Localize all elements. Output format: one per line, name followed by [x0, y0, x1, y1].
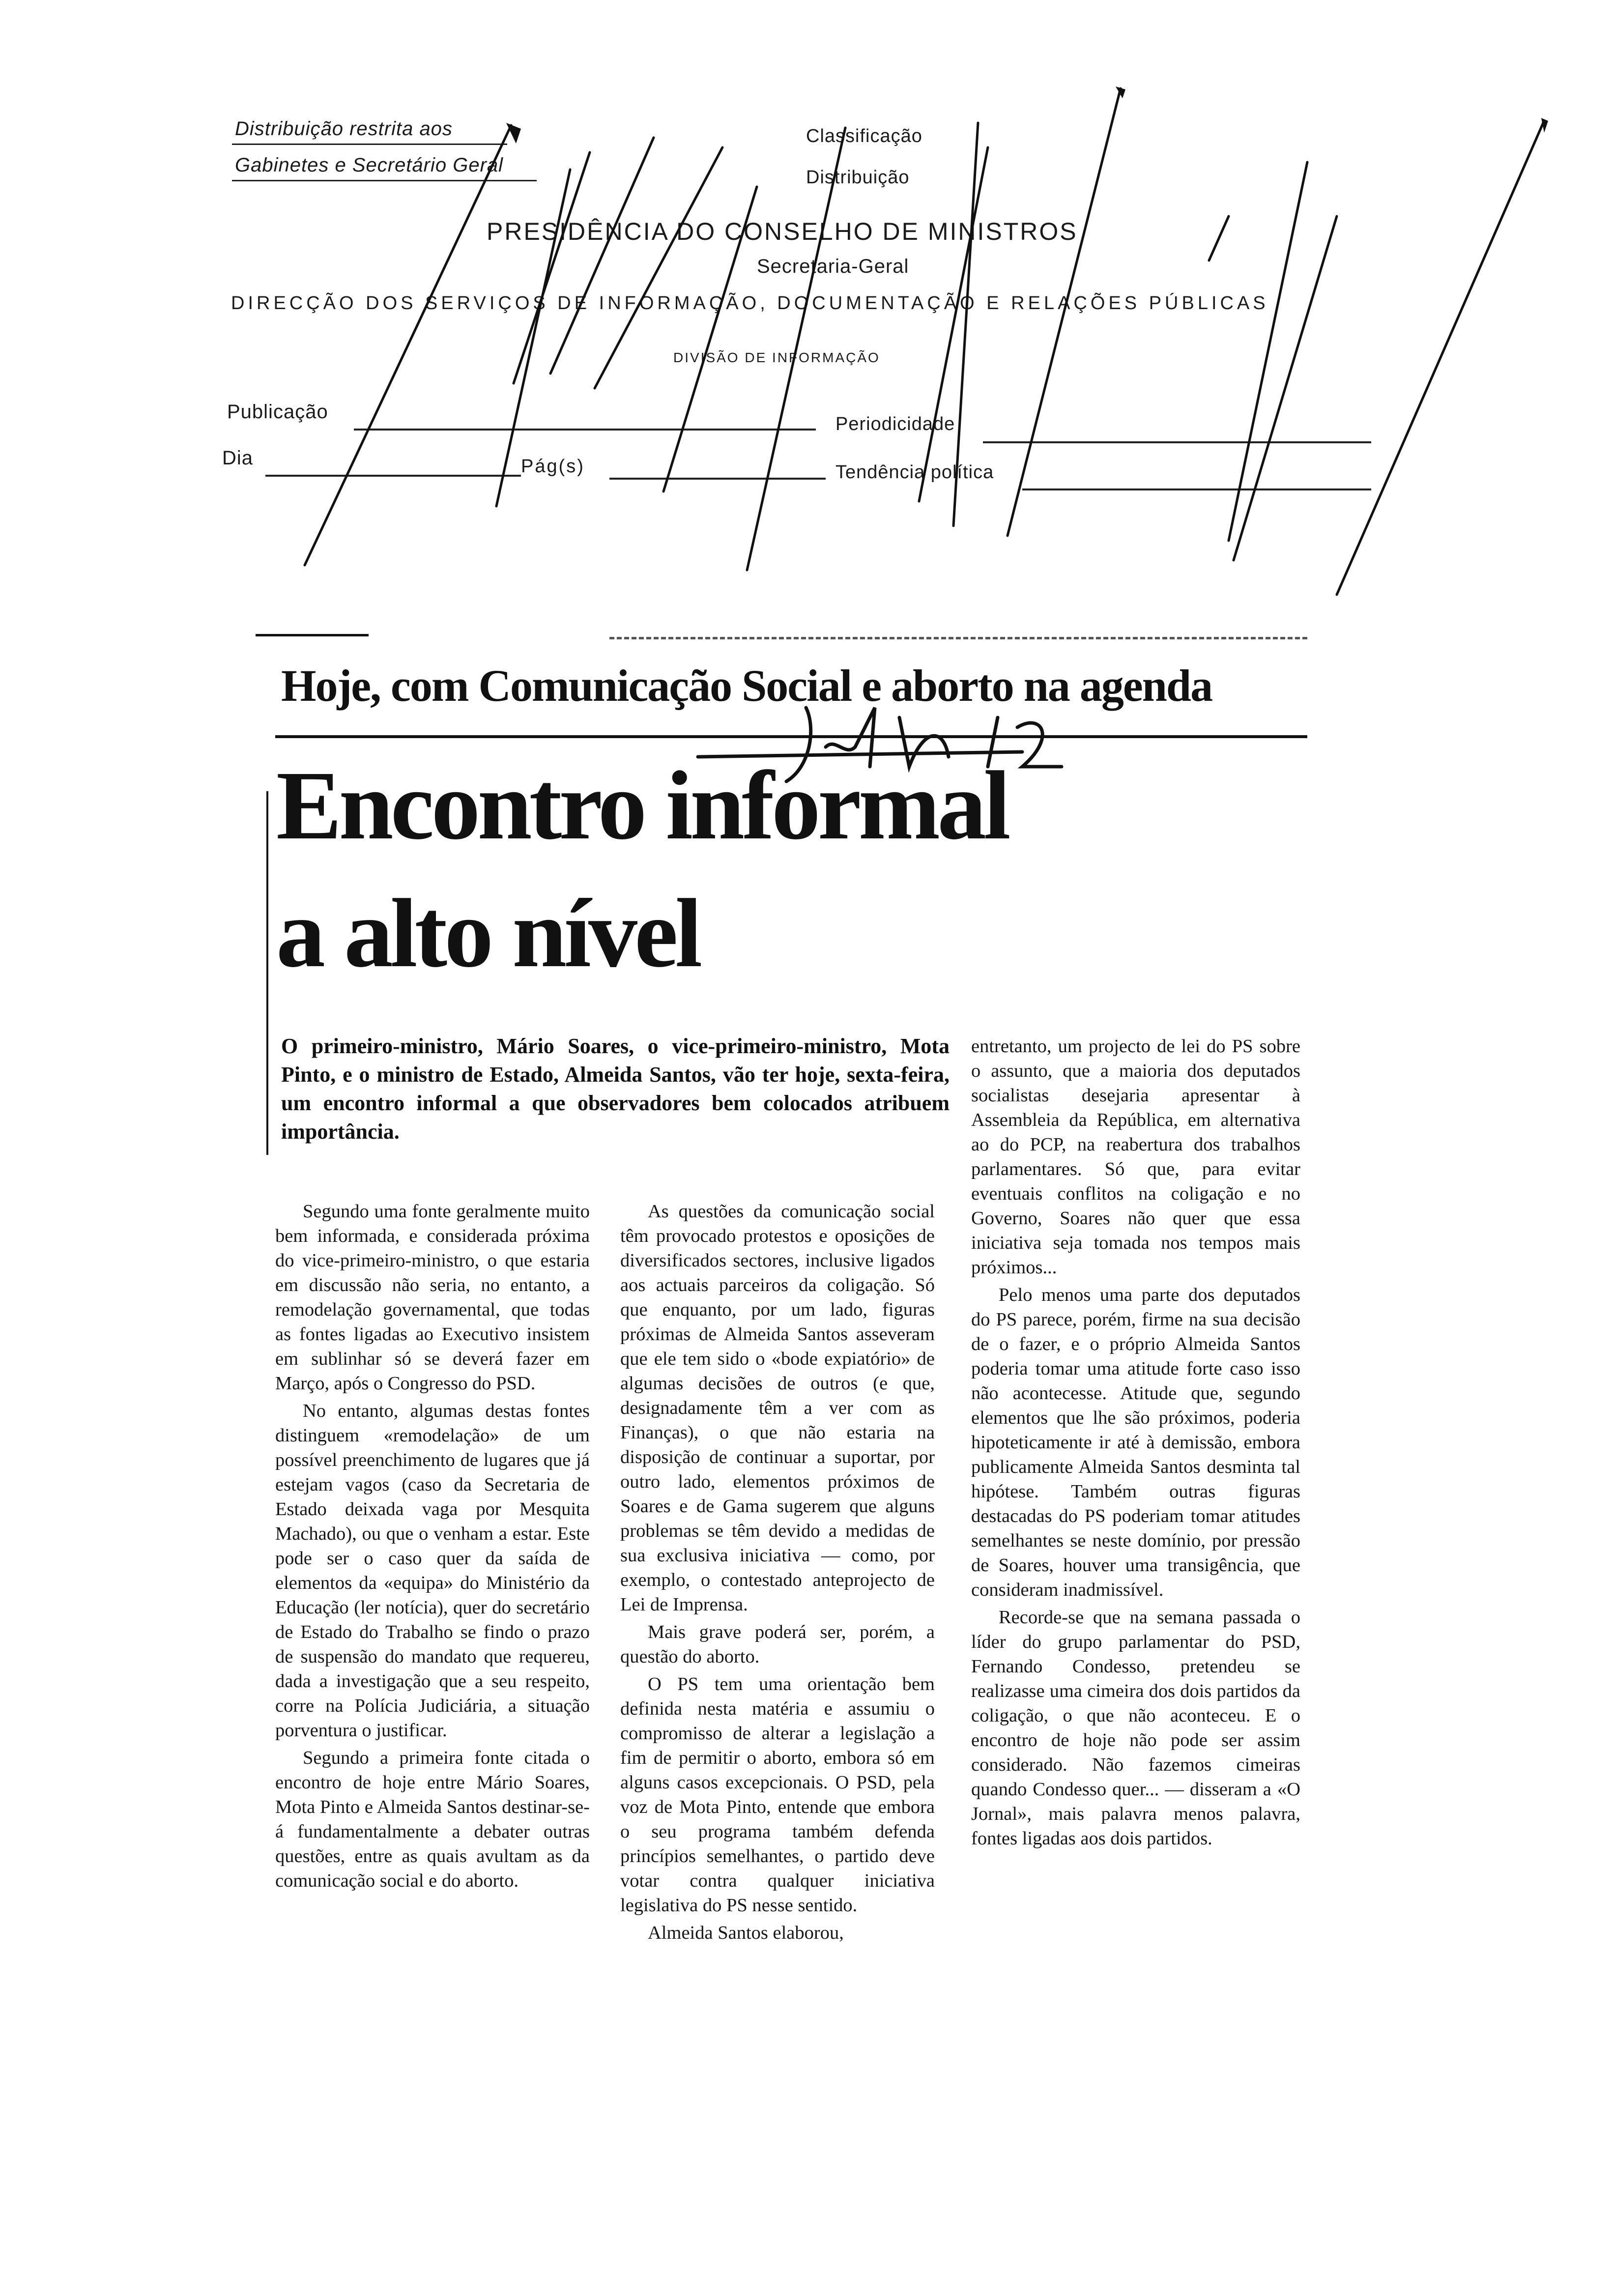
tendency-label: Tendência política	[835, 462, 994, 483]
kicker: Hoje, com Comunicação Social e aborto na agenda	[281, 660, 1212, 711]
pages-label: Pág(s)	[521, 456, 585, 477]
top-rule-dashed	[609, 637, 1307, 639]
restricted-distribution-line1: Distribuição restrita aos	[235, 118, 453, 140]
day-field-line	[265, 475, 521, 477]
pages-field-line	[609, 478, 826, 480]
col2-paragraph-1: As questões da comunicação social têm provocado protestos e oposições de diversificados sectores, inclusive ligados aos actuais parceiros da coligação. Só que enquanto, por um lado, figuras próximas de Almeida Santos asseveram que ele tem sido o «bode expiatório» de algumas decisões de outros (e que, designadamente têm a ver com as Finanças), o que não estaria na disposição de continuar a suportar, por outro lado, elementos próximos de Soares e de Gama sugerem que alguns problemas se têm devido a medidas de sua exclusiva iniciativa — como, por exemplo, o contestado anteprojecto de Lei de Imprensa.	[620, 1201, 935, 1615]
col2-paragraph-3: O PS tem uma orientação bem definida nesta matéria e assumiu o compromisso de alterar a legislação a fim de permitir o aborto, embora só em alguns casos excepcionais. O PSD, pela voz de Mota Pinto, entende que embora o seu programa também defenda princípios semelhantes, o partido deve votar contra qualquer iniciativa legislativa do PS nesse sentido.	[620, 1674, 935, 1916]
publication-field-line	[354, 429, 816, 430]
article-column-2	[620, 1199, 935, 1948]
col1-paragraph-2: No entanto, algumas destas fontes distinguem «remodelação» de um possível preenchimento de lugares que já estejam vagos (caso da Secretaria de Estado deixada vaga por Mesquita Machado), ou que o venham a estar. Este pode ser o caso quer da saída de elementos da «equipa» do Ministério da Educação (ler notícia), quer do secretário de Estado do Trabalho se findo o prazo de suspensão do mandato que requereu, dada a investigação que a seu respeito, corre na Polícia Judiciária, a situação porventura o justificar.	[275, 1401, 590, 1741]
cancellation-strokes	[0, 0, 1612, 639]
headline-line1: Encontro informal	[276, 751, 1008, 860]
division-title: DIVISÃO DE INFORMAÇÃO	[673, 350, 880, 365]
col2-paragraph-4: Almeida Santos elaborou,	[648, 1923, 844, 1943]
day-label: Dia	[222, 447, 254, 469]
presidency-title: PRESIDÊNCIA DO CONSELHO DE MINISTROS	[487, 218, 1078, 245]
secretariat-title: Secretaria-Geral	[757, 256, 909, 277]
periodicity-field-line	[983, 441, 1371, 443]
restricted-distribution-line2: Gabinetes e Secretário Geral	[235, 154, 504, 176]
col3-paragraph-3: Recorde-se que na semana passada o líder do grupo parlamentar do PSD, Fernando Condesso, pretendeu se realizasse uma cimeira dos dois partidos da coligação, o que não aconteceu. E o encontro de hoje não pode ser assim considerado. Não fazemos cimeiras quando Condesso quer... — disseram a «O Jornal», mais palavra menos palavra, fontes ligadas aos dois partidos.	[971, 1607, 1300, 1849]
publication-label: Publicação	[227, 401, 328, 423]
col3-paragraph-1: entretanto, um projecto de lei do PS sobre o assunto, que a maioria dos deputados socialistas desejaria apresentar à Assembleia da República, em alternativa ao do PCP, na reabertura dos trabalhos parlamentares. Só que, para evitar eventuais conflitos na coligação e no Governo, Soares não quer que essa iniciativa seja tomada nos tempos mais próximos...	[971, 1036, 1300, 1278]
top-rule-short	[256, 634, 369, 636]
col1-paragraph-3: Segundo a primeira fonte citada o encontro de hoje entre Mário Soares, Mota Pinto e Almeida Santos destinar-se-á fundamentalmente a debater outras questões, entre as quais avultam as da comunicação social e do aborto.	[275, 1748, 590, 1891]
col2-paragraph-2: Mais grave poderá ser, porém, a questão do aborto.	[620, 1622, 935, 1667]
article-column-1	[275, 1199, 590, 1896]
periodicity-label: Periodicidade	[835, 414, 955, 434]
kicker-rule	[275, 735, 1307, 738]
distribution-label: Distribuição	[806, 167, 910, 188]
handwritten-note-text	[835, 718, 859, 729]
col1-paragraph-1: Segundo uma fonte geralmente muito bem informada, e considerada próxima do vice-primeiro-ministro, o que estaria em discussão não seria, no entanto, a remodelação governamental, que todas as fontes ligadas ao Executivo insistem em sublinhar só se deverá fazer em Março, após o Congresso do PSD.	[275, 1201, 590, 1394]
left-column-rule	[266, 791, 268, 1155]
classification-label: Classificação	[806, 126, 922, 146]
lead-paragraph: O primeiro-ministro, Mário Soares, o vice-primeiro-ministro, Mota Pinto, e o ministro de Estado, Almeida Santos, vão ter hoje, sexta-feira, um encontro informal a que observadores bem colocados atribuem importância.	[281, 1034, 950, 1144]
headline-line2: a alto nível	[276, 879, 700, 988]
col3-paragraph-2: Pelo menos uma parte dos deputados do PS parece, porém, firme na sua decisão de o fazer, e o próprio Almeida Santos poderia tomar uma atitude forte caso isso não acontecesse. Atitude que, segundo elementos que lhe são próximos, poderia hipoteticamente ir até à demissão, embora publicamente Almeida Santos desminta tal hipótese. Também outras figuras destacadas do PS poderiam tomar atitudes semelhantes se neste domínio, por pressão de Soares, houver uma transigência, que consideram inadmissível.	[971, 1285, 1300, 1600]
article-column-3	[971, 1034, 1300, 1854]
directorate-title: DIRECÇÃO DOS SERVIÇOS DE INFORMAÇÃO, DOCUMENTAÇÃO E RELAÇÕES PÚBLICAS	[231, 293, 1269, 314]
restricted-underline-2	[232, 180, 537, 181]
restricted-underline-1	[232, 144, 507, 145]
tendency-field-line	[1022, 488, 1371, 490]
